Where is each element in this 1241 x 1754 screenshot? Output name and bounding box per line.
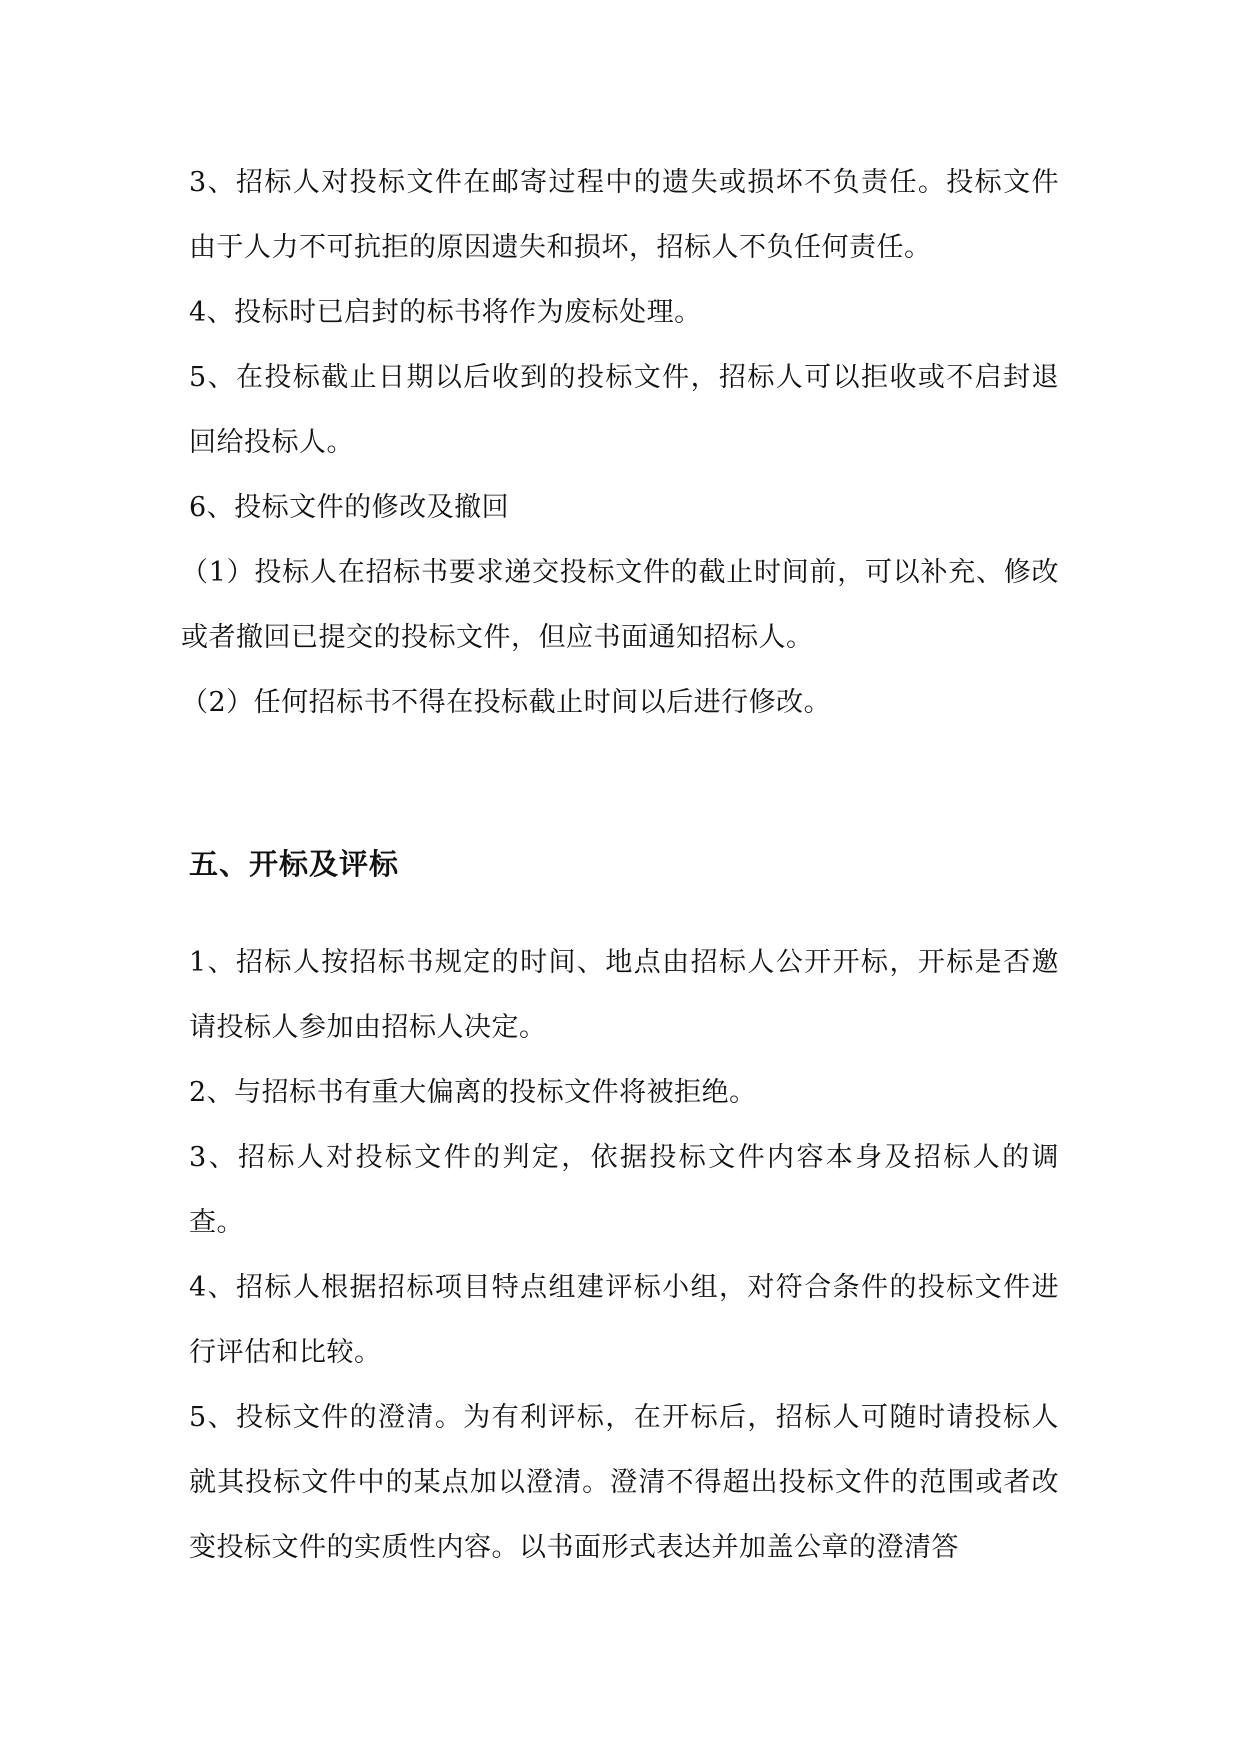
paragraph-item-5: 5、投标文件的澄清。为有利评标，在开标后，招标人可随时请投标人就其投标文件中的某点加以澄清。澄清不得超出投标文件的范围或者改变投标文件的实质性内容。以书面形式表达并加盖公章的澄清答 — [189, 1402, 1059, 1563]
paragraph-item-6: 6、投标文件的修改及撤回 — [189, 492, 510, 523]
paragraph-item-4: 4、投标时已启封的标书将作为废标处理。 — [189, 297, 702, 328]
paragraph-subitem-1: （1）投标人在招标书要求递交投标文件的截止时间前，可以补充、修改或者撤回已提交的投标文件，但应书面通知招标人。 — [181, 557, 1059, 653]
paragraph-item-5: 5、在投标截止日期以后收到的投标文件，招标人可以拒收或不启封退回给投标人。 — [189, 362, 1059, 458]
paragraph-item-2: 2、与招标书有重大偏离的投标文件将被拒绝。 — [189, 1077, 757, 1108]
paragraph-item-3: 3、招标人对投标文件在邮寄过程中的遗失或损坏不负责任。投标文件由于人力不可抗拒的原因遗失和损坏，招标人不负任何责任。 — [189, 167, 1059, 263]
paragraph-item-4: 4、招标人根据招标项目特点组建评标小组，对符合条件的投标文件进行评估和比较。 — [189, 1272, 1059, 1368]
paragraph-item-3: 3、招标人对投标文件的判定，依据投标文件内容本身及招标人的调查。 — [189, 1142, 1059, 1238]
paragraph-subitem-2: （2）任何招标书不得在投标截止时间以后进行修改。 — [181, 687, 832, 718]
section-heading: 五、开标及评标 — [189, 847, 400, 881]
section-five-body — [0, 930, 1241, 1580]
section-intro — [0, 150, 1241, 735]
section-five-header — [0, 844, 1241, 884]
paragraph-item-1: 1、招标人按招标书规定的时间、地点由招标人公开开标，开标是否邀请投标人参加由招标人决定。 — [189, 947, 1059, 1043]
